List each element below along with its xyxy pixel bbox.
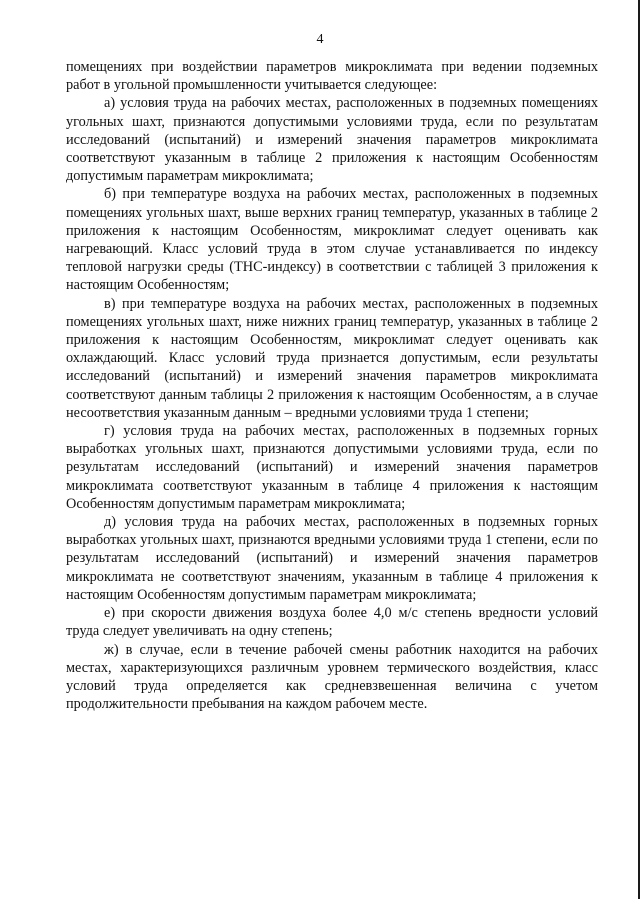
paragraph-item-a: а) условия труда на рабочих местах, расположенных в подземных помещениях угольных шахт, признаются допустимыми условиями труда, если по результатам исследований (испытаний) и измерений значения параметров микроклимата соответствуют указанным в таблице 2 приложения к настоящим Особенностям допустимым параметрам микроклимата; — [66, 95, 598, 185]
paragraph-item-v: в) при температуре воздуха на рабочих местах, расположенных в подземных помещениях угольных шахт, ниже нижних границ температур, указанных в таблице 2 приложения к настоящим Особенностям, микроклимат следует оценивать как охлаждающий. Класс условий труда признается допустимым, если результаты исследований (испытаний) и измерений значения параметров микроклимата соответствуют данным таблицы 2 приложения к настоящим Особенностям, а в случае несоответствия указанным данным – вредными условиями труда 1 степени; — [66, 295, 598, 421]
page-number: 4 — [316, 32, 324, 47]
paragraph-item-b: б) при температуре воздуха на рабочих местах, расположенных в подземных помещениях угольных шахт, выше верхних границ температур, указанных в таблице 2 приложения к настоящим Особенностям, микроклимат следует оценивать как нагревающий. Класс условий труда в этом случае устанавливается по индексу тепловой нагрузки среды (ТНС-индексу) в соответствии с таблицей 3 приложения к настоящим Особенностям; — [66, 186, 598, 294]
paragraph-intro: помещениях при воздействии параметров микроклимата при ведении подземных работ в угольной промышленности учитывается следующее: — [66, 59, 598, 94]
paragraph-item-g: г) условия труда на рабочих местах, расположенных в подземных горных выработках угольных шахт, признаются допустимыми условиями труда, если по результатам исследований (испытаний) и измерений значения параметров микроклимата соответствуют указанным в таблице 4 приложения к настоящим Особенностям допустимым параметрам микроклимата; — [66, 423, 598, 512]
document-body — [66, 58, 598, 713]
paragraph-item-zh: ж) в случае, если в течение рабочей смены работник находится на рабочих местах, характеризующихся различным уровнем термического воздействия, класс условий труда определяется как средневзвешенная величина с учетом продолжительности пребывания на каждом рабочем месте. — [66, 641, 598, 713]
paragraph-item-d: д) условия труда на рабочих местах, расположенных в подземных горных выработках угольных шахт, признаются вредными условиями труда 1 степени, если по результатам исследований (испытаний) и измерений значения параметров микроклимата не соответствуют значениям, указанным в таблице 4 приложения к настоящим Особенностям допустимым параметрам микроклимата; — [66, 514, 598, 603]
paragraph-item-e: е) при скорости движения воздуха более 4,0 м/с степень вредности условий труда следует увеличивать на одну степень; — [66, 605, 598, 640]
